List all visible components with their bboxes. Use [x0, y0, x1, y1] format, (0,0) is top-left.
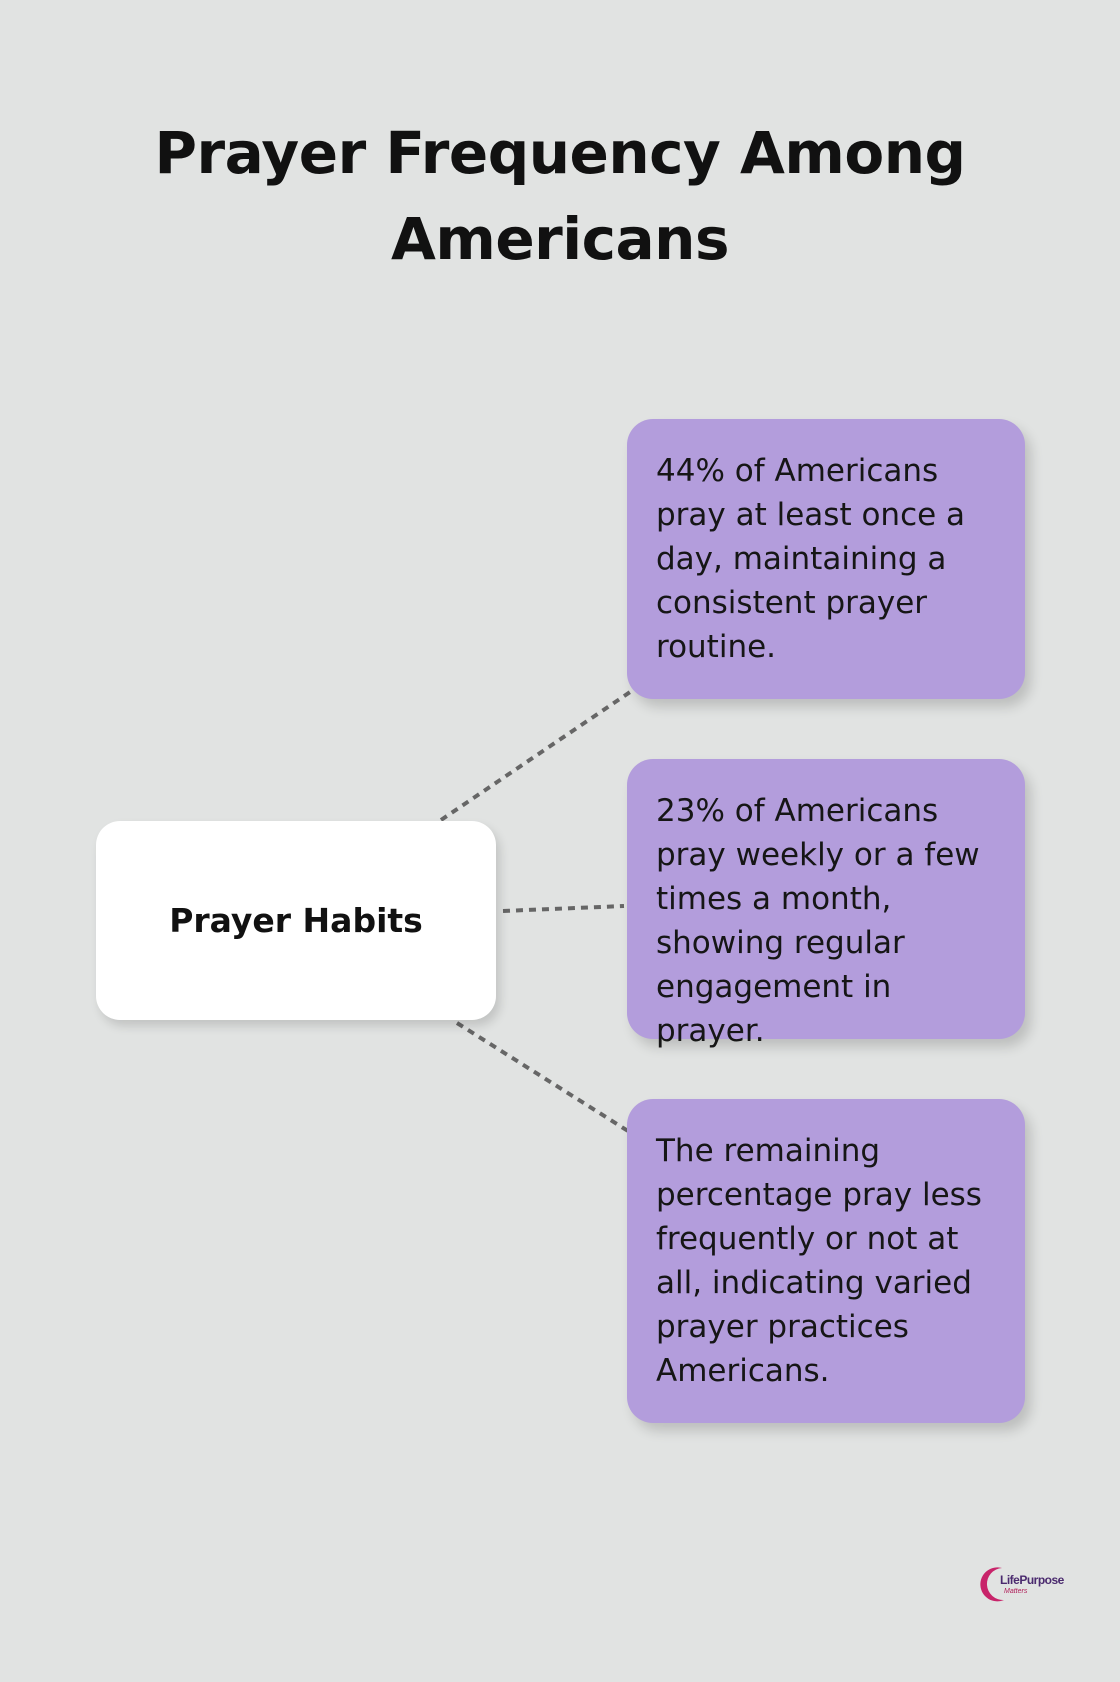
- brand-logo: [980, 1558, 1062, 1610]
- center-node-label: Prayer Habits: [169, 901, 423, 940]
- connector-line-top: [441, 688, 636, 820]
- connector-line-bottom: [457, 1023, 628, 1131]
- page-title: Prayer Frequency Among Americans: [154, 119, 966, 273]
- connector-line-middle: [503, 906, 624, 911]
- logo-subtext: Matters: [1004, 1588, 1028, 1595]
- branch-box-daily: 44% of Americans pray at least once a day, maintaining a consistent prayer routine.: [627, 419, 1025, 699]
- branch-box-remaining: The remaining percentage pray less frequently or not at all, indicating varied prayer practices Americans.: [627, 1099, 1025, 1423]
- center-node: [96, 821, 496, 1020]
- branch-box-weekly: 23% of Americans pray weekly or a few times a month, showing regular engagement in prayer.: [627, 759, 1025, 1039]
- logo-text: LifePurpose: [1000, 1573, 1064, 1587]
